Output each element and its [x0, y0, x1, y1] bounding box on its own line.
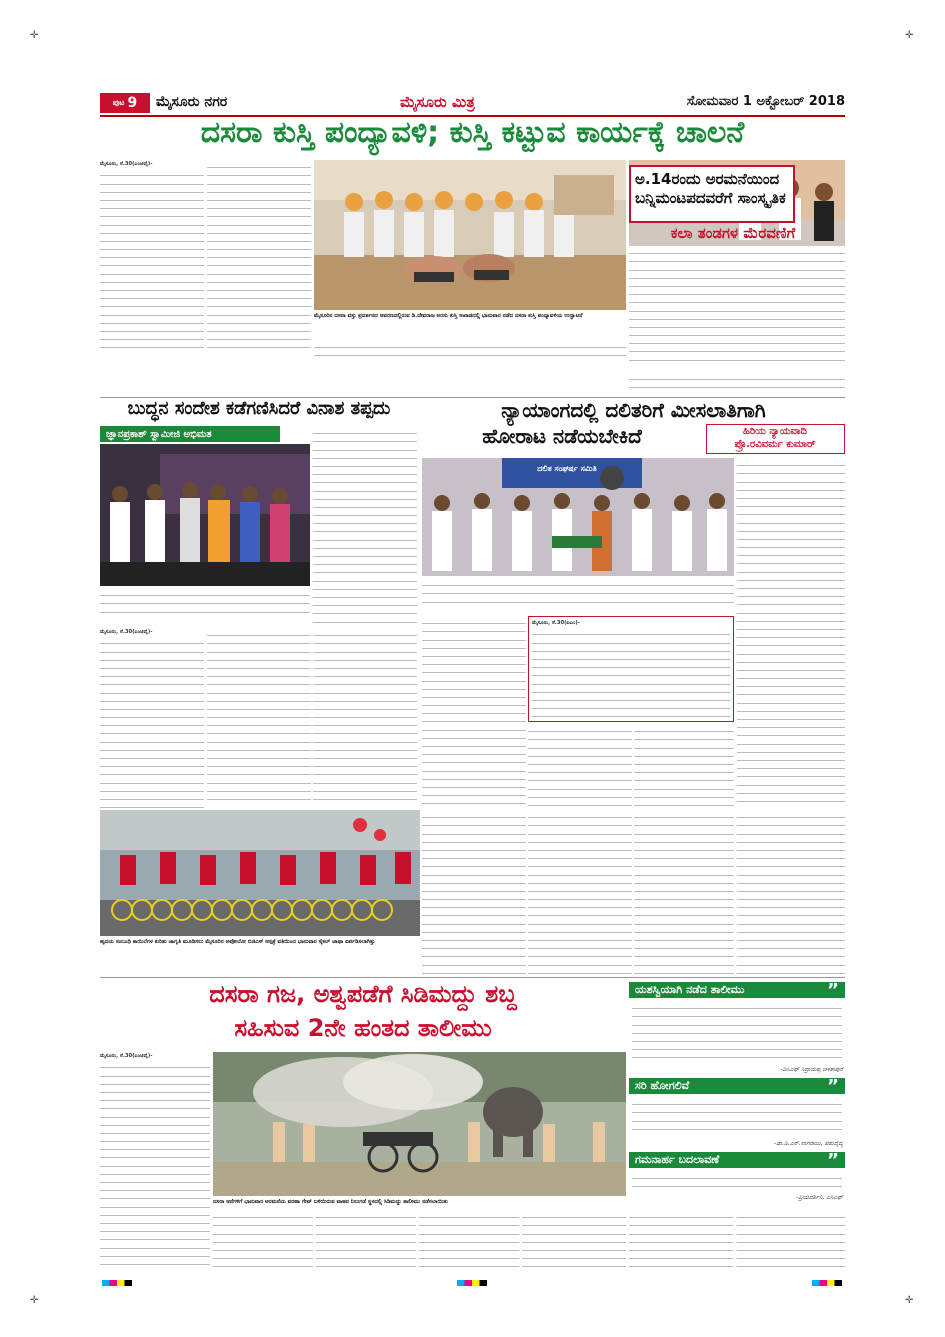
sidebar1-text	[629, 246, 845, 366]
registration-mark: ✛	[905, 1295, 914, 1306]
story2-photo	[100, 444, 310, 586]
sidebar1-headline-line3: ಕಲಾ ತಂಡಗಳ ಮೆರವಣಿಗೆ	[670, 224, 796, 242]
sidebar1-headline-box	[629, 165, 795, 223]
story2-column-1	[100, 628, 204, 808]
quote2-title: ಸರಿ ಹೋಗಲಿವೆ	[635, 1079, 690, 1092]
story2-photo-caption	[100, 588, 310, 622]
sidebar1-box	[629, 160, 845, 370]
story3-column-5	[528, 810, 632, 976]
seminar-photo-illustration	[100, 444, 310, 586]
sidebar1-headline-line1: ಅ.14ರಂದು ಅರಮನೆಯಿಂದ	[635, 170, 780, 188]
quote2-text	[632, 1097, 842, 1139]
divider	[100, 977, 845, 978]
story3-column-right	[737, 458, 845, 808]
cycle-rally-photo-illustration	[100, 810, 420, 936]
story3-banner-text: ದಲಿತ ಸಂಘರ್ಷ ಸಮಿತಿ	[537, 464, 597, 473]
quote3-title-bar	[629, 1149, 845, 1171]
story2-kicker: ಜ್ಞಾನಪ್ರಕಾಶ್ ಸ್ವಾಮೀಜಿ ಅಭಿಮತ	[100, 426, 280, 442]
section-title: ಮೈಸೂರು ನಗರ	[156, 94, 228, 110]
page-label: ಪುಟ	[112, 98, 125, 107]
story3-lead-box	[528, 616, 734, 722]
quote-icon: ”	[827, 1149, 839, 1171]
story4-photo	[100, 810, 420, 936]
story5-column-1	[100, 1052, 210, 1272]
issue-date: ಸೋಮವಾರ 1 ಅಕ್ಟೋಬರ್ 2018	[686, 94, 845, 109]
story1-photo-caption: ಮೈಸೂರಿನ ದಸರಾ ವಸ್ತು ಪ್ರದರ್ಶನದ ಆವರಣದಲ್ಲಿರುವ ಡಿ.ದೇವರಾಜ ಅರಸು ಕುಸ್ತಿ ಅಖಾಡದಲ್ಲಿ ಭಾನುವಾರ ನಡೆದ ದಸರಾ ಕುಸ್ತಿ ಪಂದ್ಯಾವಳಿಯ ಉದ್ಘಾಟನೆ	[314, 313, 583, 319]
story3-column-1	[422, 616, 526, 806]
story5-headline-line1: ದಸರಾ ಗಜ, ಅಶ್ವಪಡೆಗೆ ಸಿಡಿಮದ್ದು ಶಬ್ದ	[209, 980, 517, 1008]
story3-kicker-line2: ಪ್ರೊ.ರವಿವರ್ಮ ಕುಮಾರ್	[734, 439, 816, 450]
story1-lower-text	[314, 344, 626, 362]
masthead	[100, 93, 845, 117]
story2-column-3	[313, 628, 417, 808]
story3-column-4	[422, 810, 526, 976]
story4-caption: ಹೃದಯ ಸಂಬಂಧಿ ಕಾಯಿಲೆಗಳ ಕುರಿತು ಜಾಗೃತಿ ಮೂಡಿಸಲು ಮೈಸೂರಿನ ಅಪೋಲೋ ಬಿಜಿಎಸ್ ಆಸ್ಪತ್ರೆ ವತಿಯಿಂದ ಭಾನುವಾರ ಸೈಕಲ್ ಜಾಥಾ ಏರ್ಪಡಿಸಲಾಗಿತ್ತು	[100, 939, 376, 945]
story3-photo-caption	[422, 578, 734, 612]
color-bar	[102, 1280, 132, 1286]
story5-dateline: ಮೈಸೂರು, ಸೆ.30(ಎಂಟಿವೈ)-	[100, 1053, 153, 1059]
sidebar1-lower-text	[629, 372, 845, 394]
wrestling-photo-illustration	[314, 160, 626, 310]
registration-mark: ✛	[30, 30, 39, 41]
quote1-title-bar	[629, 979, 845, 1001]
color-bar	[812, 1280, 842, 1286]
story3-headline-line1: ನ್ಯಾಯಾಂಗದಲ್ಲಿ ದಲಿತರಿಗೆ ಮೀಸಲಾತಿಗಾಗಿ	[501, 398, 766, 422]
story5-column-3	[316, 1210, 416, 1272]
color-bar	[457, 1280, 487, 1286]
sidebar1-headline-line2: ಬನ್ನಿಮಂಟಪದವರೆಗೆ ಸಾಂಸ್ಕೃತಿಕ	[635, 189, 786, 207]
story5-column-4	[419, 1210, 519, 1272]
quote1-title: ಯಶಸ್ವಿಯಾಗಿ ನಡೆದ ತಾಲೀಮು	[635, 983, 745, 996]
story3-column-2	[528, 724, 632, 808]
story5-column-5	[522, 1210, 626, 1272]
story3-dateline: ಮೈಸೂರು, ಸೆ.30(ಪಿಎಂ)-	[532, 620, 580, 626]
story5-column-7	[737, 1210, 845, 1272]
page-number-badge	[100, 93, 150, 113]
quote3-title: ಗಮನಾರ್ಹ ಬದಲಾವಣೆ	[635, 1153, 720, 1166]
story3-column-3	[634, 724, 734, 808]
story3-kicker-box	[706, 424, 845, 454]
story2-dateline: ಮೈಸೂರು, ಸೆ.30(ಎಂಟಿವೈ)-	[100, 629, 153, 635]
story1-dateline: ಮೈಸೂರು, ಸೆ.30(ಎಂಟಿವೈ)-	[100, 161, 153, 167]
story5-column-6	[629, 1210, 733, 1272]
quote-icon: ”	[827, 1075, 839, 1097]
quote1-signature: -ಡಿಸಿಎಫ್ ಸಿದ್ರಾಮಪ್ಪ ಚಳಕಾಪುರೆ	[780, 1066, 843, 1073]
story1-headline: ದಸರಾ ಕುಸ್ತಿ ಪಂದ್ಯಾವಳಿ; ಕುಸ್ತಿ ಕಟ್ಟುವ ಕಾರ್ಯಕ್ಕೆ ಚಾಲನೆ	[200, 115, 745, 150]
story5-photo-caption: ದಸರಾ ಆನೆಗಳಿಗೆ ಭಾನುವಾರ ಅರಮನೆಯ ವರಹಾ ಗೇಟ್ ಬಳಿಯಿರುವ ವಾಹನ ನಿಲುಗಡೆ ಸ್ಥಳದಲ್ಲಿ ಸಿಡಿಮದ್ದು ತಾಲೀಮು ನಡೆಸಲಾಯಿತು	[213, 1199, 448, 1205]
paper-name: ಮೈಸೂರು ಮಿತ್ರ	[400, 93, 475, 111]
quote2-title-bar	[629, 1075, 845, 1097]
quote1-text	[632, 1001, 842, 1065]
story1-column-2	[207, 160, 311, 354]
story5-photo	[213, 1052, 626, 1196]
story3-photo	[422, 458, 734, 576]
quote3-text	[632, 1171, 842, 1193]
story2-column-right	[313, 426, 417, 626]
story3-column-7	[737, 810, 845, 976]
story3-lead-text	[532, 619, 730, 719]
registration-mark: ✛	[30, 1295, 39, 1306]
quote-icon: ”	[827, 979, 839, 1001]
story2-headline: ಬುದ್ಧನ ಸಂದೇಶ ಕಡೆಗಣಿಸಿದರೆ ವಿನಾಶ ತಪ್ಪದು	[127, 398, 391, 419]
story5-column-2	[213, 1210, 313, 1272]
quote3-signature: -ಪ್ರಿಯದರ್ಶಿನಿ, ಎಸಿಎಫ್	[796, 1194, 843, 1201]
story2-column-2	[207, 628, 311, 808]
elephant-cannon-photo-illustration	[213, 1052, 626, 1196]
story1-column-1	[100, 160, 204, 354]
story3-kicker-line1: ಹಿರಿಯ ನ್ಯಾಯವಾದಿ	[743, 426, 807, 437]
story3-headline-line2: ಹೋರಾಟ ನಡೆಯಬೇಕಿದೆ	[482, 424, 642, 448]
dalit-meeting-photo-illustration	[422, 458, 734, 576]
story3-column-6	[634, 810, 734, 976]
registration-mark: ✛	[905, 30, 914, 41]
quote2-signature: -ಡಾ.ಡಿ.ಎನ್.ನಾಗರಾಜು, ಪಶುವೈದ್ಯ	[774, 1140, 843, 1147]
story1-photo	[314, 160, 626, 310]
page-number: 9	[127, 95, 138, 111]
story5-headline-line2: ಸಹಿಸುವ 2ನೇ ಹಂತದ ತಾಲೀಮು	[234, 1014, 492, 1042]
